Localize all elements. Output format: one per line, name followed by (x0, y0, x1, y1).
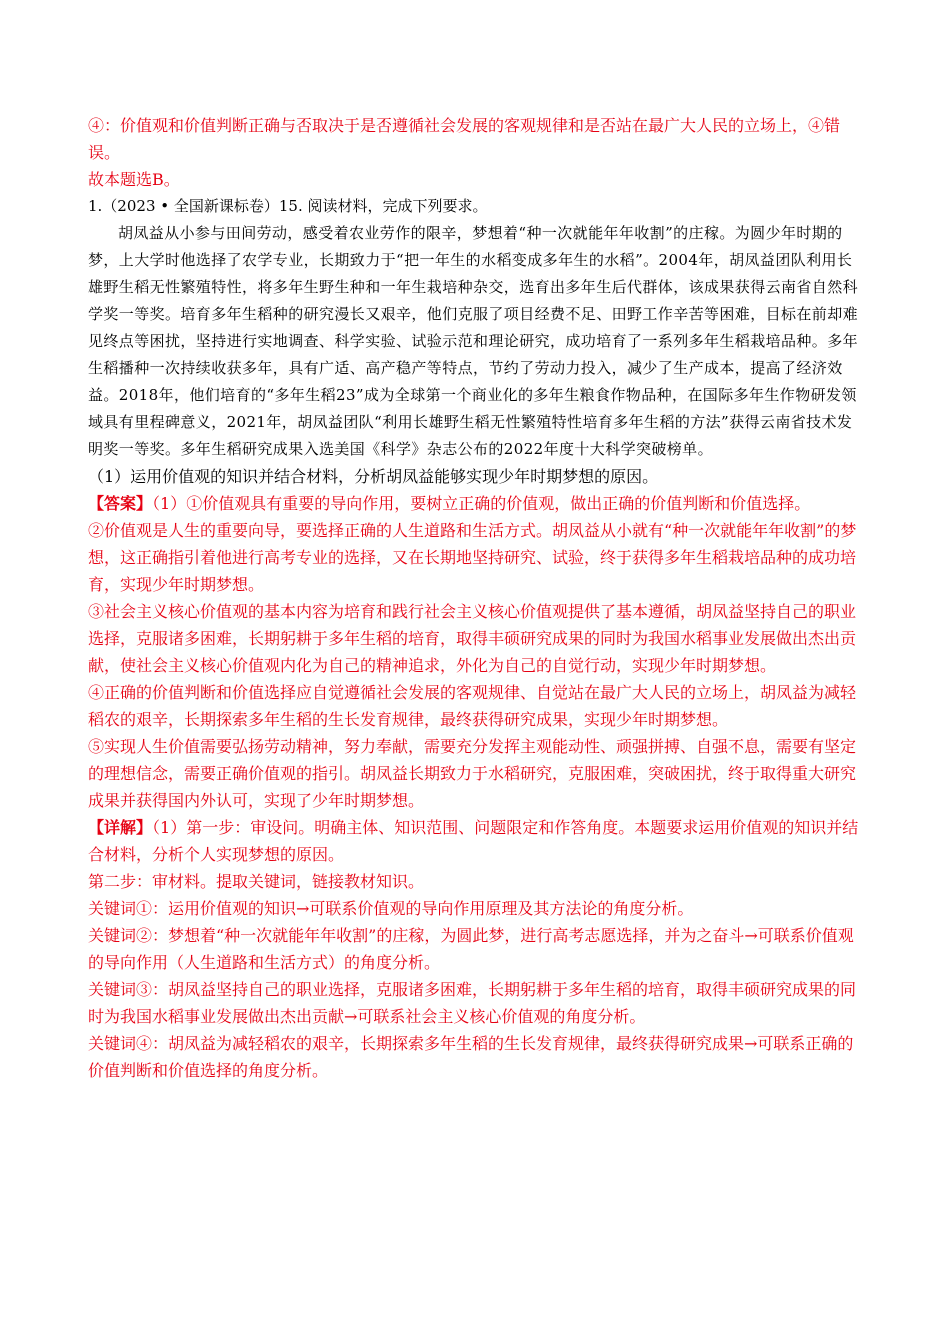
answer-item-4: ④正确的价值判断和价值选择应自觉遵循社会发展的客观规律、自觉站在最广大人民的立场上，胡凤益为减轻稻农的艰辛，长期探索多年生稻的生长发育规律，最终获得研究成果，实现少年时期梦想。 (88, 683, 857, 729)
prev-answer-line: ④：价值观和价值判断正确与否取决于是否遵循社会发展的客观规律和是否站在最广大人民的立场上，④错误。 (88, 116, 841, 162)
answer-item-5: ⑤实现人生价值需要弘扬劳动精神，努力奉献，需要充分发挥主观能动性、顽强拼搏、自强不息，需要有坚定的理想信念，需要正确价值观的指引。胡凤益长期致力于水稻研究，克服困难，突破困扰，终于取得重大研究成果并获得国内外认可，实现了少年时期梦想。 (88, 737, 857, 810)
document-page (88, 112, 864, 1084)
keyword-1: 关键词①：运用价值观的知识→可联系价值观的导向作用原理及其方法论的角度分析。 (88, 899, 694, 918)
answer-item-1 (88, 490, 864, 517)
keyword-3: 关键词③：胡凤益坚持自己的职业选择，克服诸多困难，长期躬耕于多年生稻的培育，取得丰硕研究成果的同时为我国水稻事业发展做出杰出贡献→可联系社会主义核心价值观的角度分析。 (88, 980, 857, 1026)
answer-item-3: ③社会主义核心价值观的基本内容为培育和践行社会主义核心价值观提供了基本遵循，胡凤益坚持自己的职业选择，克服诸多困难，长期躬耕于多年生稻的培育，取得丰硕研究成果的同时为我国水稻事业发展做出杰出贡献，使社会主义核心价值观内化为自己的精神追求，外化为自己的自觉行动，实现少年时期梦想。 (88, 602, 857, 675)
keyword-2: 关键词②：梦想着“种一次就能年年收割”的庄稼，为圆此梦，进行高考志愿选择，并为之奋斗→可联系价值观的导向作用（人生道路和生活方式）的角度分析。 (88, 926, 854, 972)
detail-text-1: （1）第一步：审设问。明确主体、知识范围、问题限定和作答角度。本题要求运用价值观的知识并结合材料，分析个人实现梦想的原因。 (88, 818, 859, 864)
answer-tag: 【答案】 (88, 494, 153, 513)
prev-conclusion: 故本题选B。 (88, 170, 180, 189)
detail-tag: 【详解】 (88, 818, 153, 837)
question-header: 1.（2023 • 全国新课标卷）15. 阅读材料，完成下列要求。 (88, 197, 488, 215)
keyword-4: 关键词④：胡凤益为减轻稻农的艰辛，长期探索多年生稻的生长发育规律，最终获得研究成果→可联系正确的价值判断和价值选择的角度分析。 (88, 1034, 854, 1080)
detail-item-1 (88, 814, 864, 868)
material-paragraph: 胡凤益从小参与田间劳动，感受着农业劳作的限辛，梦想着“种一次就能年年收割”的庄稼。为圆少年时期的梦，上大学时他选择了农学专业，长期致力于“把一年生的水稻变成多年生的水稻”。2004年，胡凤益团队利用长雄野生稻无性繁殖特性，将多年生野生种和一年生栽培种杂交，选育出多年生后代群体，该成果获得云南省自然科学奖一等奖。培育多年生稻种的研究漫长又艰辛，他们克服了项目经费不足、田野工作辛苦等困难，目标在前却难见终点等困扰，坚持进行实地调查、科学实验、试验示范和理论研究，成功培育了一系列多年生稻栽培品种。多年生稻播种一次持续收获多年，具有广适、高产稳产等特点，节约了劳动力投入，减少了生产成本，提高了经济效益。2018年，他们培育的“多年生稻23”成为全球第一个商业化的多年生粮食作物品种，在国际多年生作物研发领域具有里程碑意义，2021年，胡凤益团队“利用长雄野生稻无性繁殖特性培育多年生稻的方法”获得云南省技术发明奖一等奖。多年生稻研究成果入选美国《科学》杂志公布的2022年度十大科学突破榜单。 (88, 224, 859, 458)
answer-item-2: ②价值观是人生的重要向导，要选择正确的人生道路和生活方式。胡凤益从小就有“种一次就能年年收割”的梦想，这正确指引着他进行高考专业的选择，又在长期地坚持研究、试验，终于获得多年生稻栽培品种的成功培育，实现少年时期梦想。 (88, 521, 857, 594)
detail-step-2: 第二步：审材料。提取关键词，链接教材知识。 (88, 872, 425, 891)
answer-text-1: （1）①价值观具有重要的导向作用，要树立正确的价值观，做出正确的价值判断和价值选择。 (152, 494, 811, 513)
sub-question-1: （1）运用价值观的知识并结合材料，分析胡凤益能够实现少年时期梦想的原因。 (88, 467, 659, 486)
